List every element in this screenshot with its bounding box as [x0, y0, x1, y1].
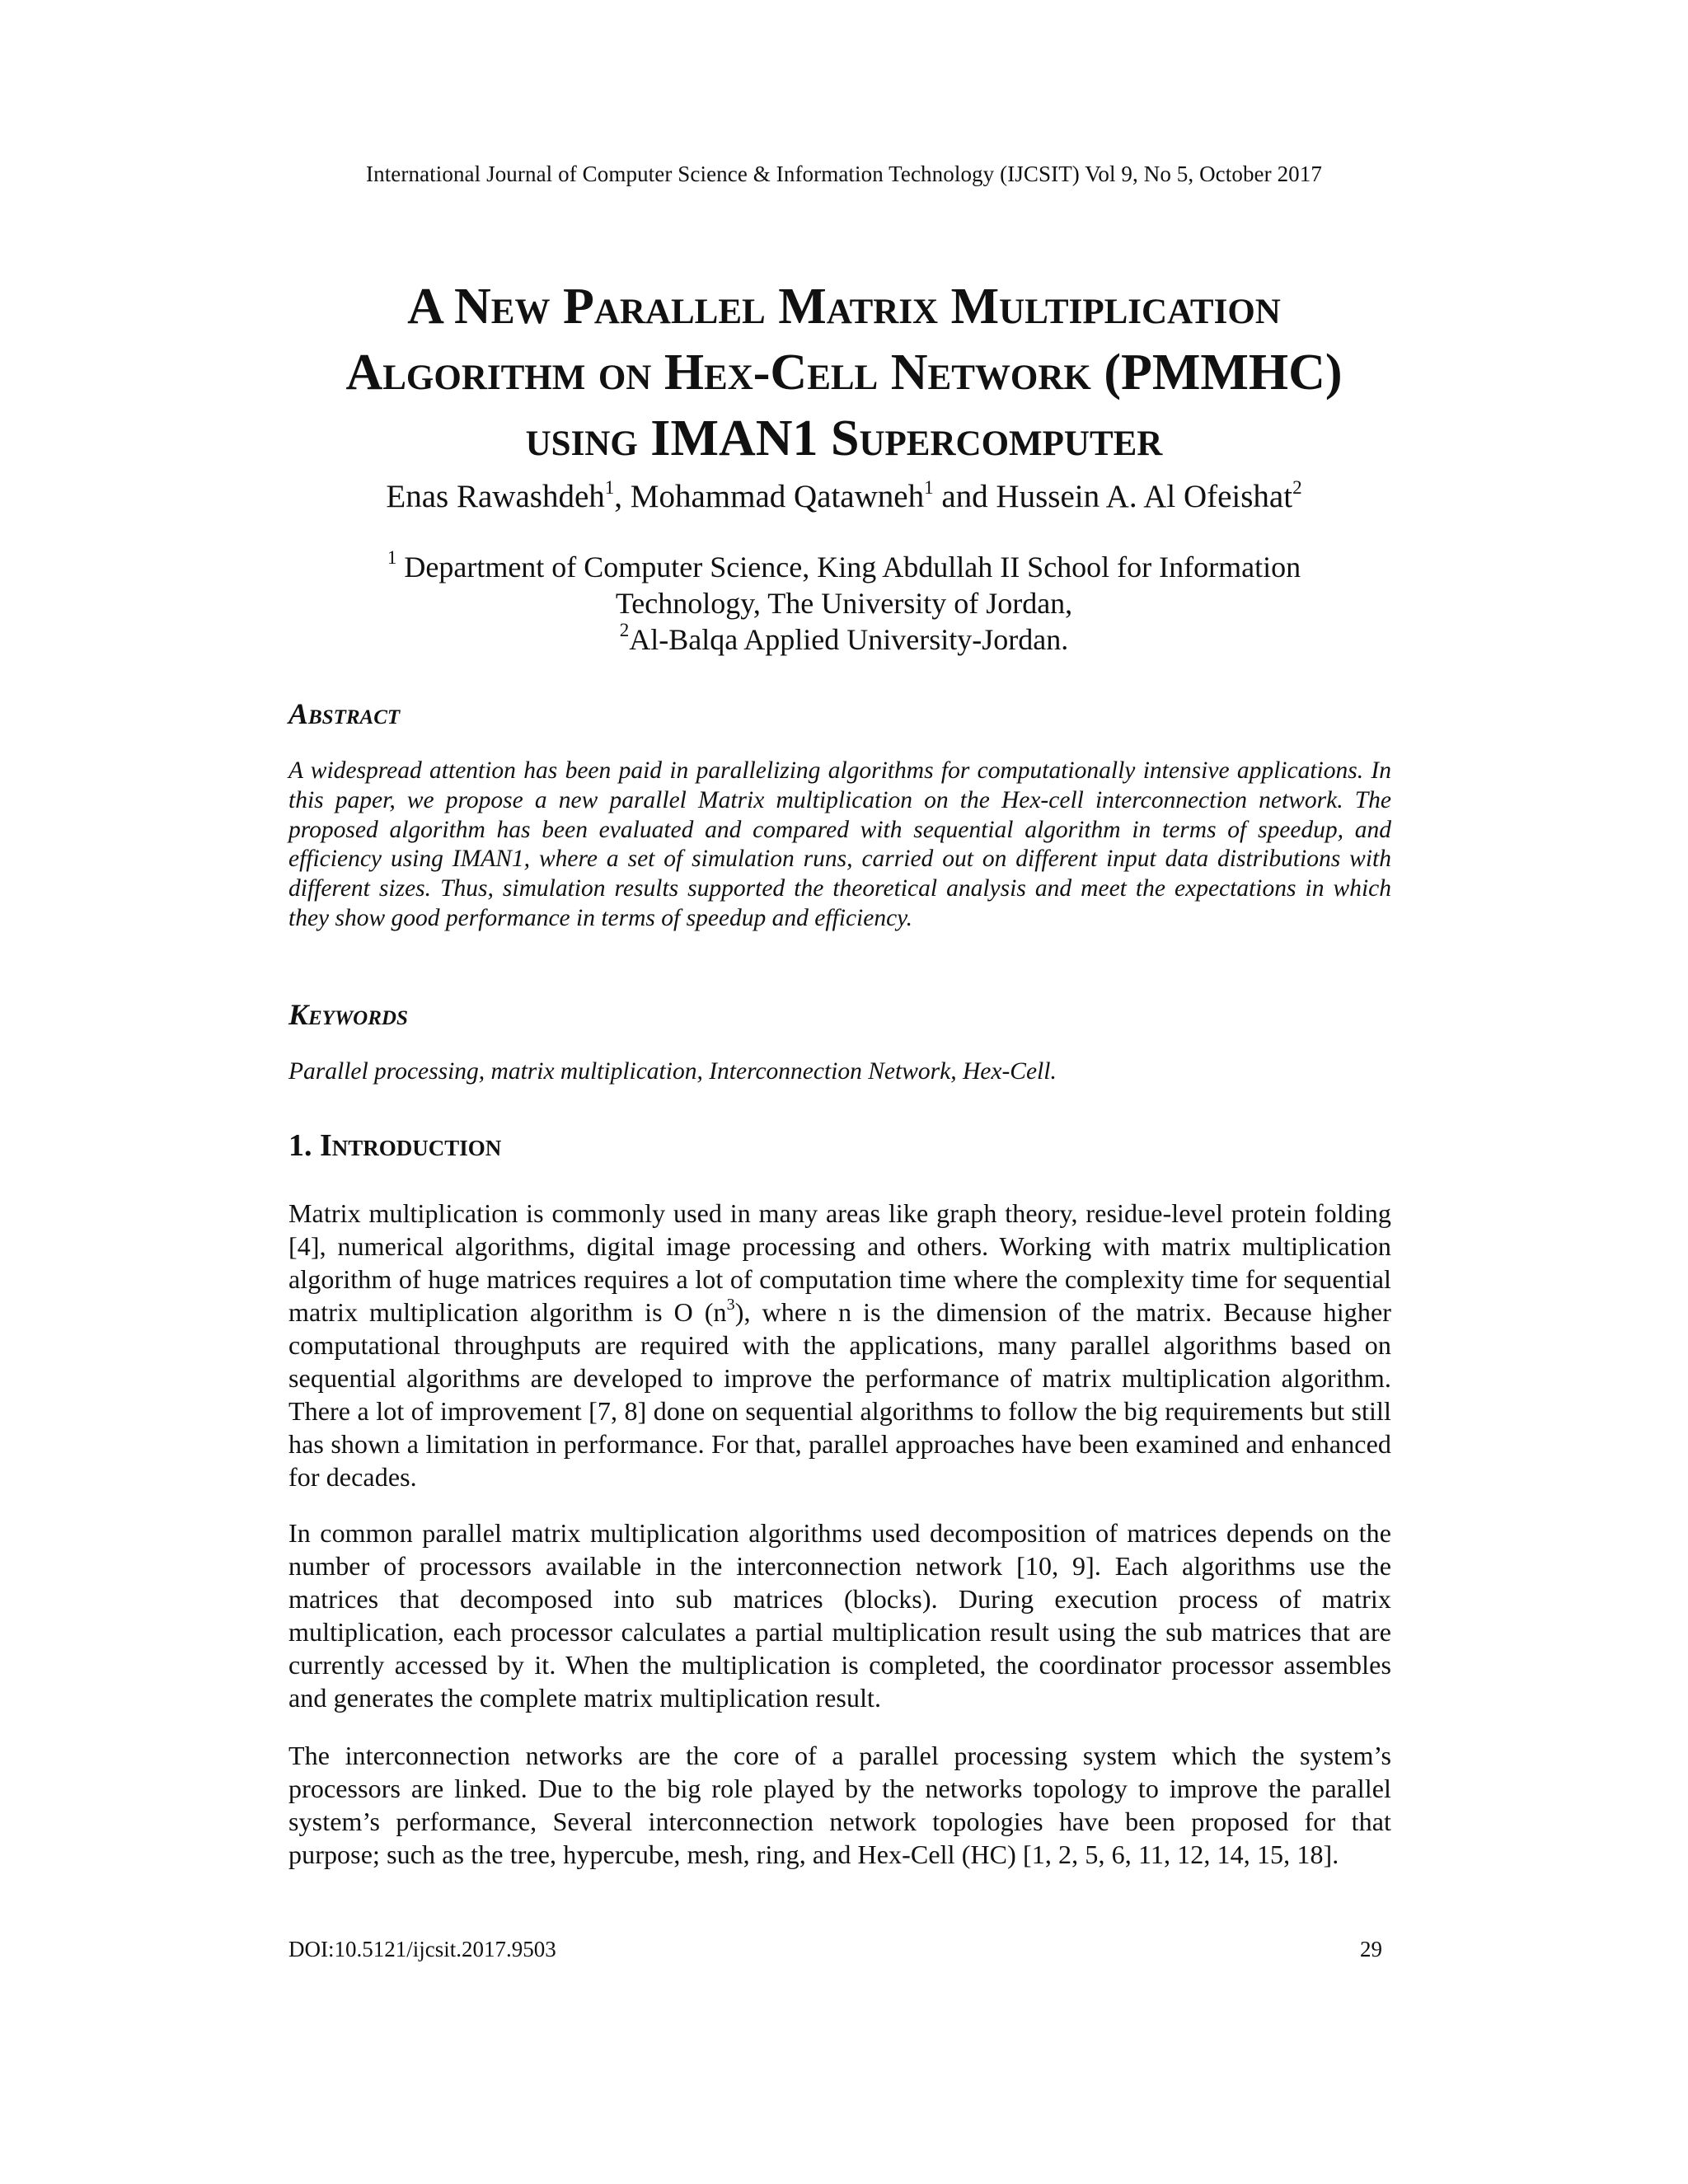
- title-line-1: A New Parallel Matrix Multiplication: [407, 279, 1281, 335]
- footer-doi: DOI:10.5121/ijcsit.2017.9503: [288, 1937, 556, 1961]
- paper-title: [0, 274, 1688, 471]
- author-1: Enas Rawashdeh: [386, 479, 605, 514]
- introduction-heading: 1. Introduction: [288, 1128, 502, 1163]
- abstract-text: A widespread attention has been paid in parallelizing algorithms for computationally intensive applications. In this paper, we propose a new parallel Matrix multiplication on the Hex-cell interconnection network. The proposed algorithm has been evaluated and compared with sequential algorithm in terms of speedup, and efficiency using IMAN1, where a set of simulation runs, carried out on different input data distributions with different sizes. Thus, simulation results supported the theoretical analysis and meet the expectations in which they show good performance in terms of speedup and efficiency.: [288, 757, 1391, 931]
- title-line-2: Algorithm on Hex-Cell Network (PMMHC): [345, 344, 1343, 401]
- author-list: [0, 478, 1688, 515]
- paragraph-1-exponent: 3: [726, 1296, 735, 1314]
- paragraph-1-part-b: ), where n is the dimension of the matrix. Because higher computational throughputs are required with the applications, many parallel algorithms based on sequential algorithms are developed to improve the performance of matrix multiplication algorithm. There a lot of improvement [7, 8] done on sequential algorithms to follow the big requirements but still has shown a limitation in performance. For that, parallel approaches have been examined and enhanced for decades.: [288, 1297, 1392, 1492]
- affiliations: [0, 549, 1688, 658]
- introduction-paragraph-2: In common parallel matrix multiplication algorithms used decomposition of matrices depends on the number of processors available in the interconnection network [10, 9]. Each algorithms use the matrices that decomposed into sub matrices (blocks). During execution process of matrix multiplication, each processor calculates a partial multiplication result using the sub matrices that are currently accessed by it. When the multiplication is completed, the coordinator processor assembles and generates the complete matrix multiplication result.: [288, 1518, 1391, 1713]
- author-3-affiliation-mark: 2: [1292, 477, 1302, 498]
- author-2: , Mohammad Qatawneh: [614, 479, 925, 514]
- affiliation-line-2: Technology, The University of Jordan,: [615, 587, 1073, 620]
- journal-running-header: International Journal of Computer Science & Information Technology (IJCSIT) Vol 9, No 5, October 2017: [366, 162, 1322, 186]
- affiliation-mark-2: 2: [619, 620, 630, 640]
- author-3: and Hussein A. Al Ofeishat: [933, 479, 1293, 514]
- author-2-affiliation-mark: 1: [924, 477, 934, 498]
- introduction-paragraph-1: [288, 1197, 1391, 1493]
- introduction-paragraph-3: The interconnection networks are the core of a parallel processing system which the system’s processors are linked. Due to the big role played by the networks topology to improve the parallel system’s performance, Several interconnection network topologies have been proposed for that purpose; such as the tree, hypercube, mesh, ring, and Hex-Cell (HC) [1, 2, 5, 6, 11, 12, 14, 15, 18].: [288, 1741, 1391, 1869]
- affiliation-mark-1: 1: [387, 547, 397, 568]
- author-1-affiliation-mark: 1: [604, 477, 615, 498]
- abstract-heading: Abstract: [288, 697, 401, 730]
- footer-page-number: 29: [1360, 1937, 1382, 1961]
- title-line-3: using IMAN1 Supercomputer: [525, 410, 1163, 466]
- paragraph-1-part-a: Matrix multiplication is commonly used in many areas like graph theory, residue-level protein folding [4], numerical algorithms, digital image processing and others. Working with matrix multiplication algorithm of huge matrices requires a lot of computation time where the complexity time for sequential matrix multiplication algorithm is O (n: [288, 1198, 1391, 1327]
- keywords-text: Parallel processing, matrix multiplication, Interconnection Network, Hex-Cell.: [288, 1058, 1057, 1085]
- affiliation-text-3: Al-Balqa Applied University-Jordan.: [629, 623, 1069, 656]
- affiliation-line-3: [0, 621, 1688, 658]
- affiliation-text-1: Department of Computer Science, King Abdullah II School for Information: [396, 551, 1301, 583]
- keywords-heading: Keywords: [288, 998, 408, 1031]
- affiliation-line-1: [0, 549, 1688, 585]
